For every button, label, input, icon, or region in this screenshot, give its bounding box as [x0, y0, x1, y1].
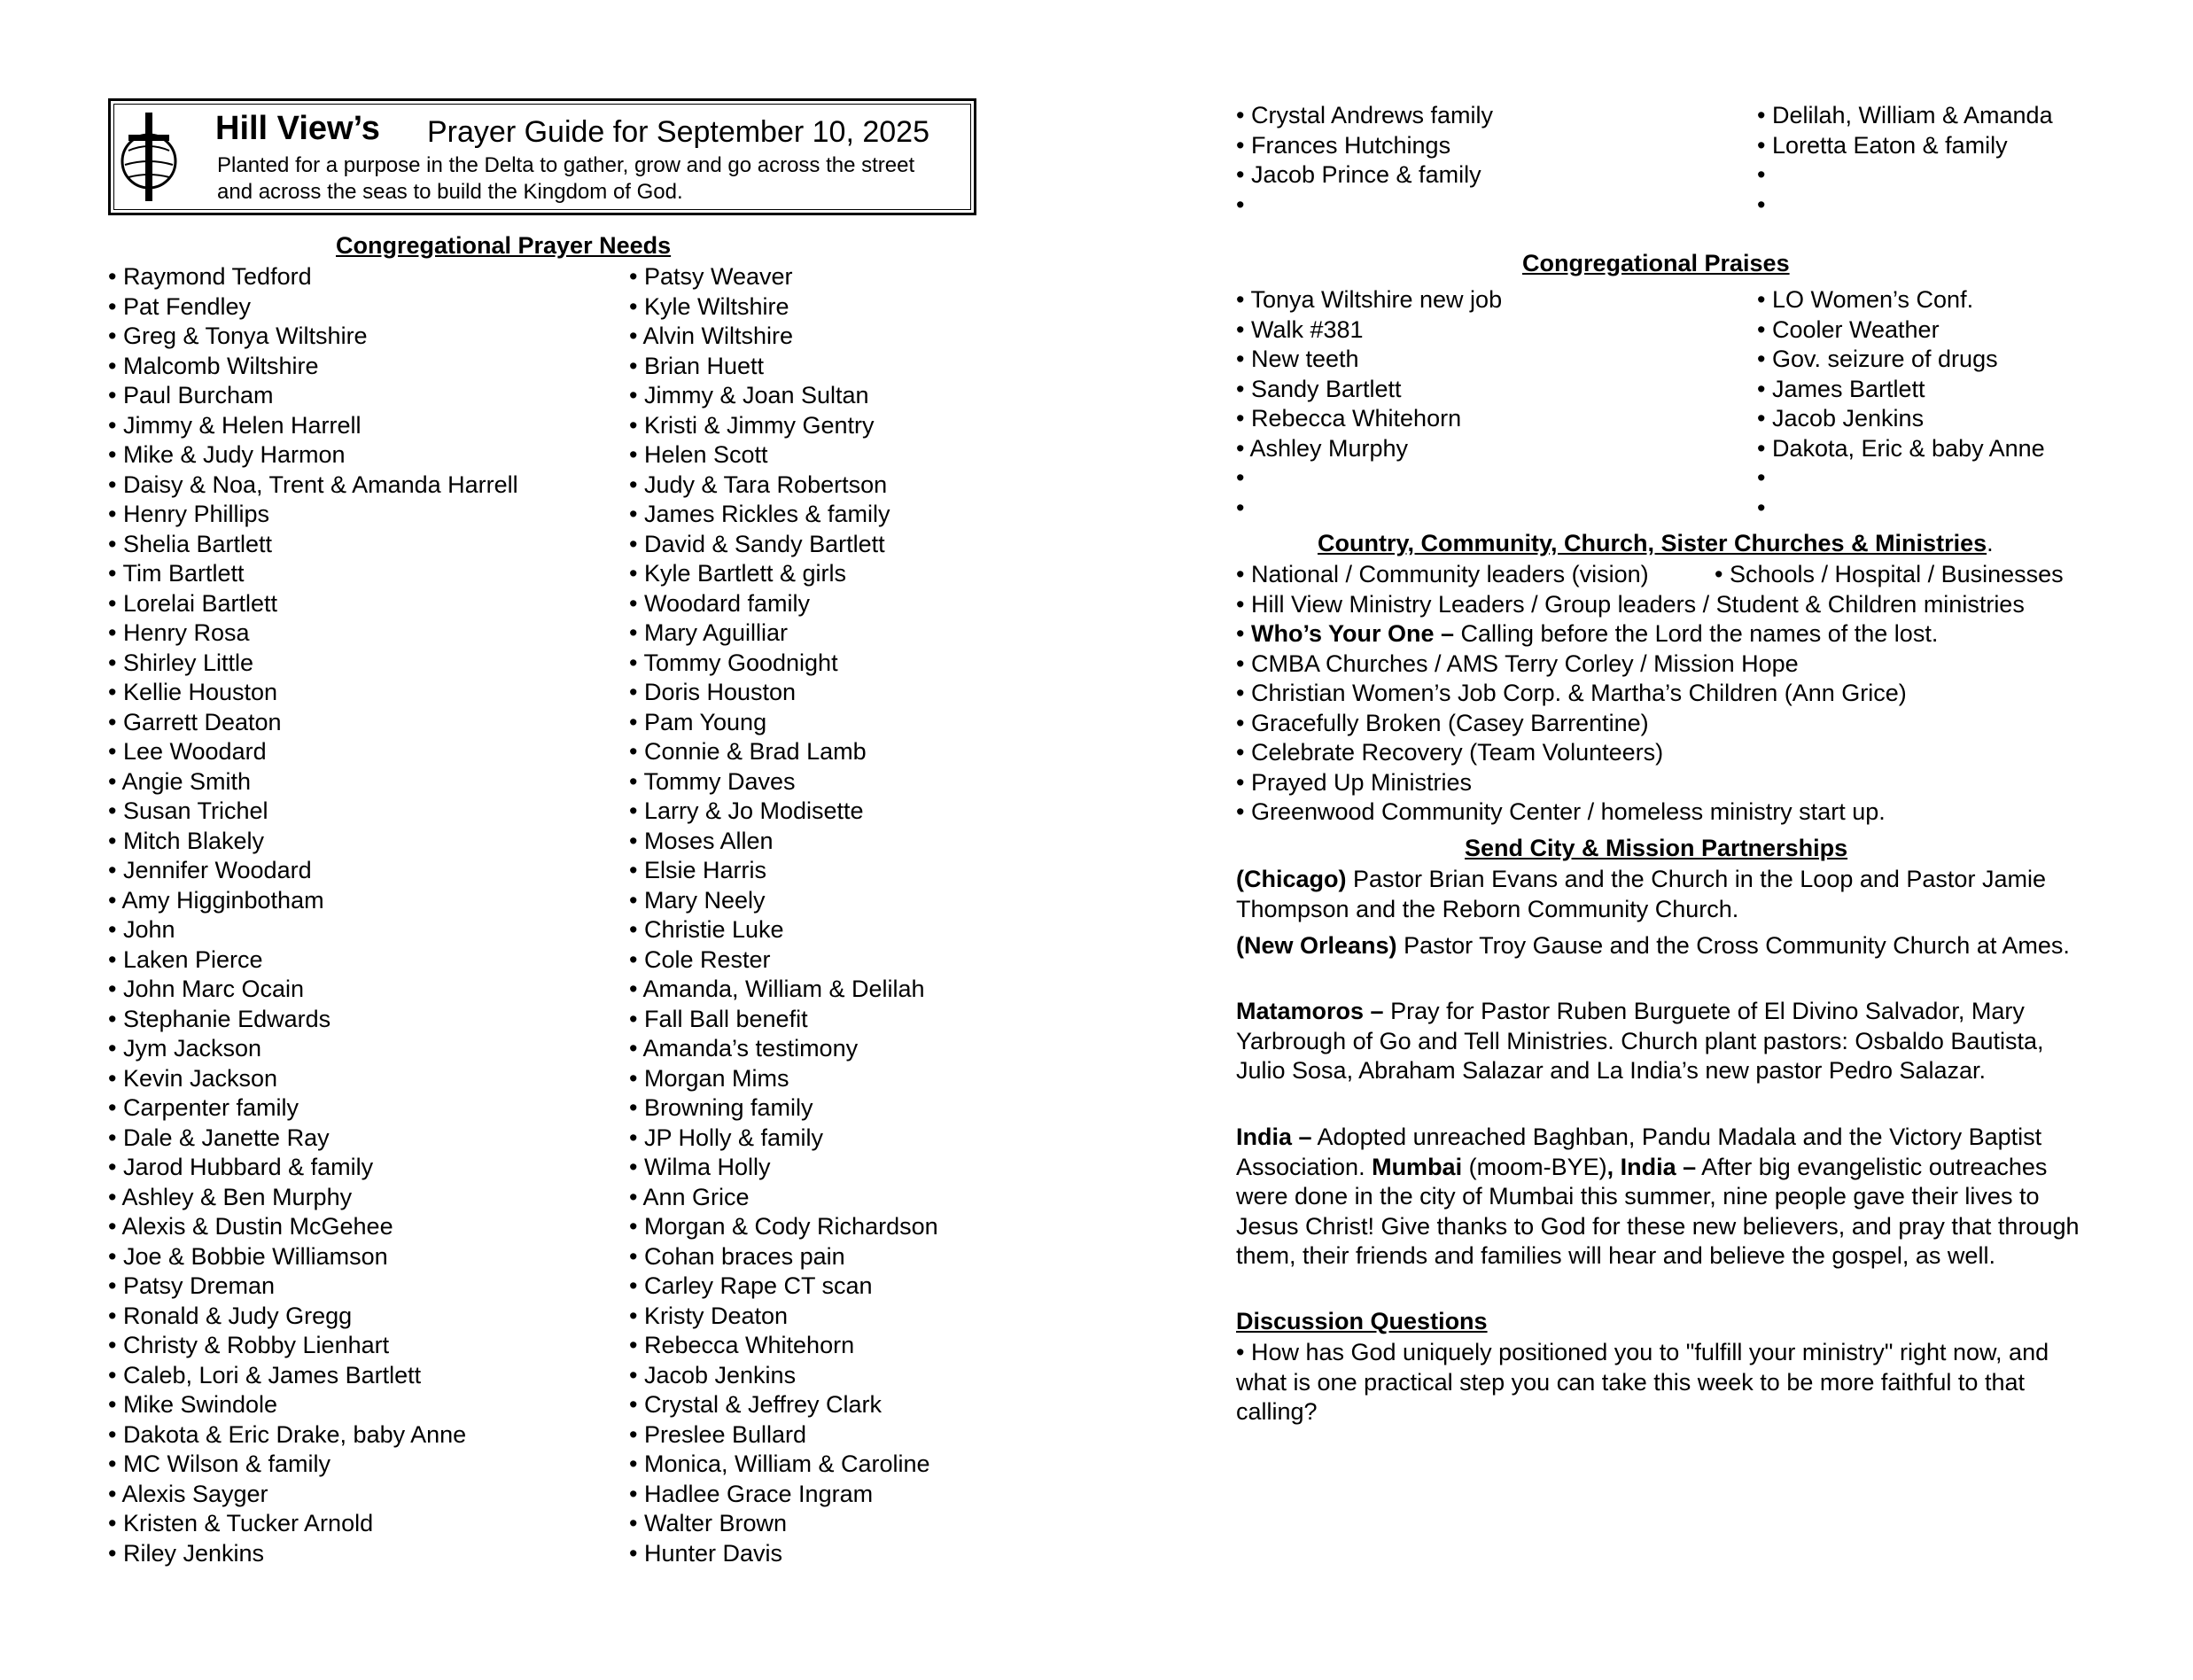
prayer-need-item: • Joe & Bobbie Williamson: [108, 1242, 518, 1272]
prayer-need-item: • Monica, William & Caroline: [629, 1450, 938, 1480]
community-title-line: [1318, 530, 1994, 557]
prayer-need-item: • Henry Rosa: [108, 618, 518, 649]
prayer-need-item: • Susan Trichel: [108, 797, 518, 827]
prayer-needs-column-3: [1236, 101, 1493, 220]
prayer-need-item: • Christy & Robby Lienhart: [108, 1331, 518, 1361]
missions-title: Send City & Mission Partnerships: [1465, 835, 1848, 861]
praise-item: • Cooler Weather: [1757, 315, 2045, 346]
community-item: • Greenwood Community Center / homeless ministry start up.: [1236, 798, 1886, 825]
community-item: • Prayed Up Ministries: [1236, 768, 1473, 796]
community-item: • Gracefully Broken (Casey Barrentine): [1236, 709, 1649, 736]
prayer-need-item: • Larry & Jo Modisette: [629, 797, 938, 827]
prayer-need-item: • Carley Rape CT scan: [629, 1272, 938, 1302]
prayer-need-item: • Kristy Deaton: [629, 1302, 938, 1332]
prayer-need-item: • Lorelai Bartlett: [108, 589, 518, 619]
community-item: • Who’s Your One – Calling before the Lord the names of the lost.: [1236, 620, 1939, 647]
prayer-need-item: • Elsie Harris: [629, 856, 938, 886]
prayer-need-item: • Jacob Prince & family: [1236, 160, 1493, 191]
prayer-need-item: • Hadlee Grace Ingram: [629, 1480, 938, 1510]
praise-item: • Gov. seizure of drugs: [1757, 345, 2045, 375]
prayer-need-item: • Christie Luke: [629, 915, 938, 945]
prayer-need-item: • Kyle Bartlett & girls: [629, 559, 938, 589]
prayer-need-item: • Brian Huett: [629, 352, 938, 382]
prayer-need-item: • Cohan braces pain: [629, 1242, 938, 1272]
prayer-need-item: • Paul Burcham: [108, 381, 518, 411]
chicago-paragraph: (Chicago) Pastor Brian Evans and the Church in the Loop and Pastor Jamie Thompson and the Reborn Community Church.: [1236, 866, 2046, 922]
prayer-need-item: • Raymond Tedford: [108, 262, 518, 292]
guide-title: Prayer Guide for September 10, 2025: [427, 115, 929, 149]
prayer-need-item: • Shirley Little: [108, 649, 518, 679]
community-item: • Christian Women’s Job Corp. & Martha’s Children (Ann Grice): [1236, 680, 1907, 706]
prayer-need-item: • Kristen & Tucker Arnold: [108, 1509, 518, 1539]
prayer-need-item: • Fall Ball benefit: [629, 1005, 938, 1035]
prayer-need-item: [1757, 160, 2053, 191]
church-logo-icon: [118, 108, 180, 206]
community-item: • Hill View Ministry Leaders / Group leaders / Student & Children ministries: [1236, 590, 2025, 618]
community-list: [1236, 560, 2064, 828]
prayer-need-item: • Jarod Hubbard & family: [108, 1153, 518, 1183]
prayer-need-item: • Pat Fendley: [108, 292, 518, 323]
church-name: Hill View’s: [215, 110, 380, 147]
praise-item: • LO Women’s Conf.: [1757, 285, 2045, 315]
prayer-need-item: • Mary Neely: [629, 886, 938, 916]
prayer-need-item: • Amanda, William & Delilah: [629, 975, 938, 1005]
prayer-need-item: • Lee Woodard: [108, 737, 518, 767]
prayer-need-item: • Mike & Judy Harmon: [108, 440, 518, 471]
praise-item: [1757, 494, 2045, 524]
prayer-need-item: • Wilma Holly: [629, 1153, 938, 1183]
prayer-need-item: • Shelia Bartlett: [108, 530, 518, 560]
prayer-need-item: • Jym Jackson: [108, 1034, 518, 1064]
praises-column-1: [1236, 285, 1502, 523]
praise-item: • Tonya Wiltshire new job: [1236, 285, 1502, 315]
community-title-suffix: .: [1987, 530, 1994, 556]
prayer-need-item: • Ann Grice: [629, 1183, 938, 1213]
prayer-need-item: • Jimmy & Joan Sultan: [629, 381, 938, 411]
prayer-need-item: • Walter Brown: [629, 1509, 938, 1539]
prayer-need-item: • Ronald & Judy Gregg: [108, 1302, 518, 1332]
praise-item: • Walk #381: [1236, 315, 1502, 346]
prayer-need-item: • Tommy Daves: [629, 767, 938, 797]
prayer-need-item: • JP Holly & family: [629, 1124, 938, 1154]
praise-item: [1236, 463, 1502, 494]
prayer-need-item: • Dakota & Eric Drake, baby Anne: [108, 1420, 518, 1451]
new-orleans-paragraph: (New Orleans) Pastor Troy Gause and the Cross Community Church at Ames.: [1236, 932, 2070, 959]
prayer-need-item: [1236, 191, 1493, 221]
prayer-need-item: • John Marc Ocain: [108, 975, 518, 1005]
prayer-need-item: • Jennifer Woodard: [108, 856, 518, 886]
community-rest: [1236, 649, 2025, 828]
community-item: • Celebrate Recovery (Team Volunteers): [1236, 739, 1664, 766]
prayer-need-item: • Ashley & Ben Murphy: [108, 1183, 518, 1213]
prayer-need-item: • Angie Smith: [108, 767, 518, 797]
prayer-need-item: • Loretta Eaton & family: [1757, 131, 2053, 161]
prayer-need-item: • Kyle Wiltshire: [629, 292, 938, 323]
prayer-need-item: • Tommy Goodnight: [629, 649, 938, 679]
prayer-need-item: • Kristi & Jimmy Gentry: [629, 411, 938, 441]
community-item: • Schools / Hospital / Businesses: [1715, 561, 2064, 587]
prayer-need-item: • Greg & Tonya Wiltshire: [108, 322, 518, 352]
prayer-need-item: • Kevin Jackson: [108, 1064, 518, 1094]
prayer-needs-column-4: [1757, 101, 2053, 220]
prayer-need-item: • Rebecca Whitehorn: [629, 1331, 938, 1361]
prayer-need-item: • Pam Young: [629, 708, 938, 738]
prayer-need-item: • Alexis Sayger: [108, 1480, 518, 1510]
praise-item: [1757, 463, 2045, 494]
prayer-need-item: • Mike Swindole: [108, 1390, 518, 1420]
prayer-need-item: • Stephanie Edwards: [108, 1005, 518, 1035]
prayer-need-item: • David & Sandy Bartlett: [629, 530, 938, 560]
prayer-needs-title: Congregational Prayer Needs: [336, 232, 672, 259]
discussion-title: Discussion Questions: [1236, 1308, 1488, 1334]
prayer-need-item: • Morgan & Cody Richardson: [629, 1212, 938, 1242]
prayer-need-item: • Daisy & Noa, Trent & Amanda Harrell: [108, 471, 518, 501]
prayer-need-item: • Doris Houston: [629, 678, 938, 708]
praise-item: • New teeth: [1236, 345, 1502, 375]
prayer-need-item: • Mary Aguilliar: [629, 618, 938, 649]
prayer-need-item: • John: [108, 915, 518, 945]
prayer-need-item: • Alvin Wiltshire: [629, 322, 938, 352]
prayer-need-item: • Connie & Brad Lamb: [629, 737, 938, 767]
prayer-need-item: • Crystal Andrews family: [1236, 101, 1493, 131]
prayer-need-item: • James Rickles & family: [629, 500, 938, 530]
header-box: [108, 98, 976, 215]
prayer-need-item: • Frances Hutchings: [1236, 131, 1493, 161]
prayer-need-item: • Malcomb Wiltshire: [108, 352, 518, 382]
prayer-need-item: • Woodard family: [629, 589, 938, 619]
praise-item: • Jacob Jenkins: [1757, 404, 2045, 434]
community-item: • CMBA Churches / AMS Terry Corley / Mission Hope: [1236, 649, 1799, 677]
prayer-need-item: • Caleb, Lori & James Bartlett: [108, 1361, 518, 1391]
discussion-question: • How has God uniquely positioned you to "fulfill your ministry" right now, and what is one practical step you can take this week to be more faithful to that calling?: [1236, 1339, 2049, 1425]
prayer-need-item: • Cole Rester: [629, 945, 938, 976]
prayer-need-item: • Riley Jenkins: [108, 1539, 518, 1569]
praise-item: • Ashley Murphy: [1236, 434, 1502, 464]
praise-item: • James Bartlett: [1757, 375, 2045, 405]
india-paragraph: India – Adopted unreached Baghban, Pandu Madala and the Victory Baptist Association. Mumbai (moom-BYE), India – After big evangelistic outreaches were done in the city of Mumbai this summer, nine people gave their lives to Jesus Christ! Give thanks to God for these new believers, and pray that through them, their friends and families will hear and believe the gospel, as well.: [1236, 1124, 2080, 1269]
prayer-need-item: • Helen Scott: [629, 440, 938, 471]
praise-item: • Dakota, Eric & baby Anne: [1757, 434, 2045, 464]
prayer-need-item: • Mitch Blakely: [108, 827, 518, 857]
prayer-need-item: • Preslee Bullard: [629, 1420, 938, 1451]
prayer-need-item: • Alexis & Dustin McGehee: [108, 1212, 518, 1242]
prayer-needs-column-1: [108, 262, 518, 1568]
prayer-needs-column-2: [629, 262, 938, 1568]
praises-column-2: [1757, 285, 2045, 523]
community-item: • National / Community leaders (vision): [1236, 561, 1649, 587]
prayer-need-item: • Garrett Deaton: [108, 708, 518, 738]
praise-item: • Sandy Bartlett: [1236, 375, 1502, 405]
community-row-1: [1236, 560, 2064, 590]
prayer-need-item: • Laken Pierce: [108, 945, 518, 976]
tagline: Planted for a purpose in the Delta to gather, grow and go across the street and across the seas to build the Kingdom of God.: [217, 153, 915, 204]
prayer-need-item: • Amanda’s testimony: [629, 1034, 938, 1064]
prayer-need-item: • Patsy Dreman: [108, 1272, 518, 1302]
praises-title: Congregational Praises: [1522, 250, 1790, 276]
prayer-need-item: • Hunter Davis: [629, 1539, 938, 1569]
prayer-need-item: • Moses Allen: [629, 827, 938, 857]
prayer-need-item: • Crystal & Jeffrey Clark: [629, 1390, 938, 1420]
praise-item: [1236, 494, 1502, 524]
community-title: Country, Community, Church, Sister Churches & Ministries: [1318, 530, 1987, 556]
prayer-need-item: • Jacob Jenkins: [629, 1361, 938, 1391]
prayer-need-item: • Browning family: [629, 1093, 938, 1124]
prayer-need-item: • Delilah, William & Amanda: [1757, 101, 2053, 131]
prayer-need-item: • Henry Phillips: [108, 500, 518, 530]
prayer-need-item: • Jimmy & Helen Harrell: [108, 411, 518, 441]
prayer-need-item: • Kellie Houston: [108, 678, 518, 708]
prayer-need-item: • Judy & Tara Robertson: [629, 471, 938, 501]
prayer-need-item: • Carpenter family: [108, 1093, 518, 1124]
prayer-need-item: • MC Wilson & family: [108, 1450, 518, 1480]
praise-item: • Rebecca Whitehorn: [1236, 404, 1502, 434]
matamoros-paragraph: Matamoros – Pray for Pastor Ruben Burguete of El Divino Salvador, Mary Yarbrough of Go and Tell Ministries. Church plant pastors: Osbaldo Bautista, Julio Sosa, Abraham Salazar and La India’s new pastor Pedro Salazar.: [1236, 998, 2044, 1084]
prayer-need-item: • Morgan Mims: [629, 1064, 938, 1094]
prayer-need-item: • Dale & Janette Ray: [108, 1124, 518, 1154]
prayer-need-item: • Tim Bartlett: [108, 559, 518, 589]
prayer-need-item: [1757, 191, 2053, 221]
prayer-need-item: • Amy Higginbotham: [108, 886, 518, 916]
prayer-need-item: • Patsy Weaver: [629, 262, 938, 292]
